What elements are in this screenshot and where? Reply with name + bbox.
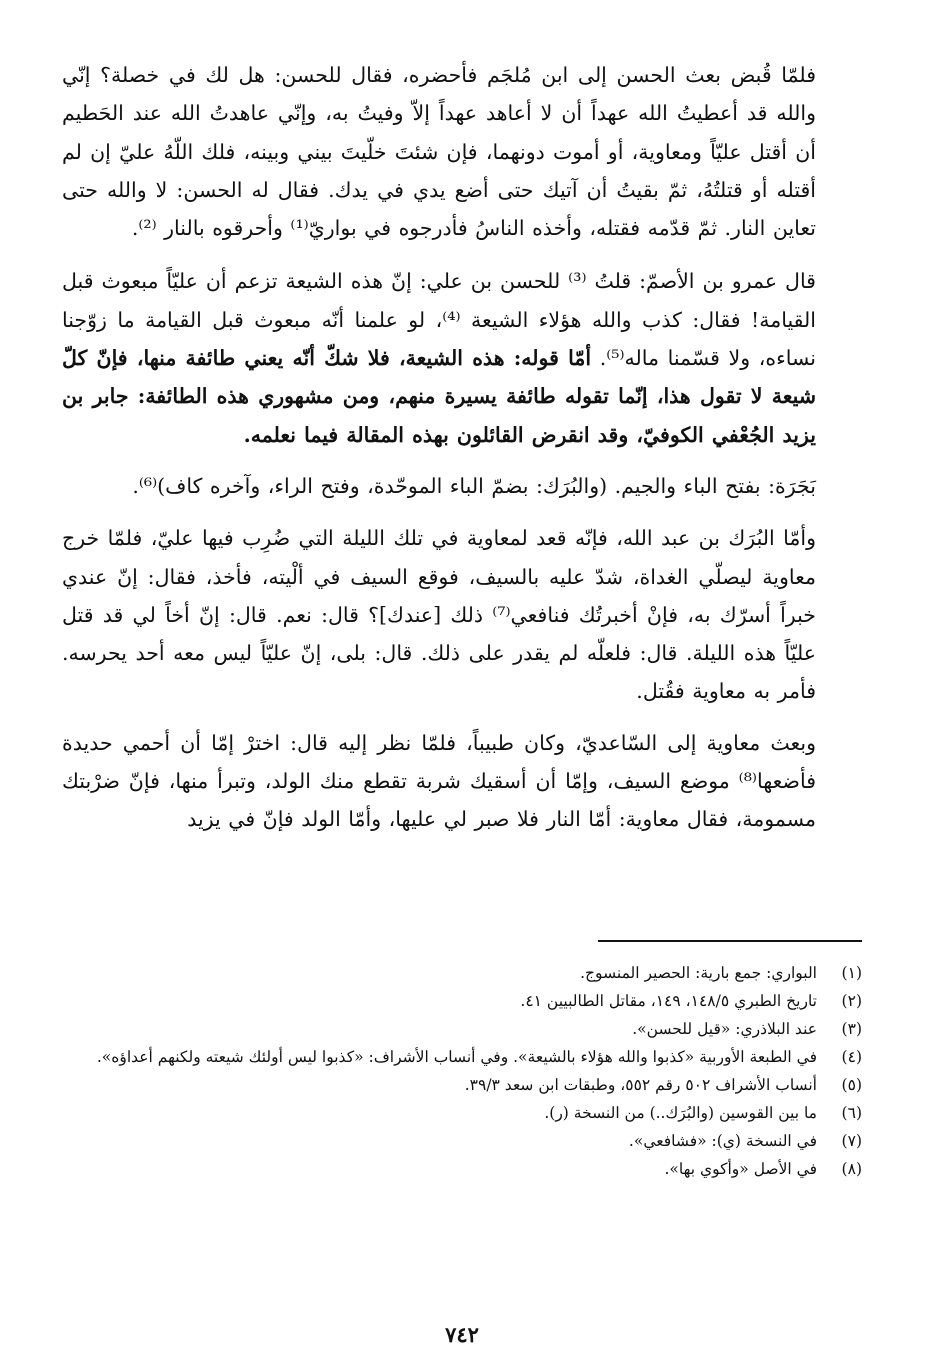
footnote-number: (٨) (841, 1160, 862, 1178)
footnote-text: في الطبعة الأوربية «كذبوا والله هؤلاء بالشيعة». وفي أنساب الأشراف: «كذبوا ليس أولئك شيعته ولكنهم أعداؤه». (96, 1048, 817, 1066)
page-number: ٧٤٢ (445, 1322, 479, 1347)
footnote-text: أنساب الأشراف ٥٠٢ رقم ٥٥٢، وطبقات ابن سعد ٣٩/٣. (464, 1076, 817, 1094)
footnote-number: (٤) (841, 1048, 862, 1066)
commentary-text: أمّا قوله: هذه الشيعة، فلا شكّ أنّه يعني طائفة منها، فإنّ كلّ شيعة لا تقول هذا، إنّما تقوله طائفة يسيرة منهم، ومن مشهوري هذه الطائفة: جابر بن يزيد الجُعْفي الكوفيّ، وقد انقرض القائلون بهذه المقالة فيما نعلمه. (62, 346, 816, 447)
footnote-text: عند البلاذري: «قيل للحسن». (632, 1020, 817, 1038)
footnote-item (62, 1071, 862, 1099)
footnote-number: (١) (841, 964, 862, 982)
paragraph-1: فلمّا قُبض بعث الحسن إلى ابن مُلجَم فأحضره، فقال للحسن: هل لك في خصلة؟ إنّي والله قد أعطيتُ الله عهداً أن لا أعاهد عهداً إلاّ وفيتُ به، وإنّي عاهدتُ الله عند الحَطيم أن أقتل عليّاً ومعاوية، أو أموت دونهما، فإن شئتَ خلّيتَ بيني وبينه، فلك اللّهُ عليّ إن لم أقتله أو قتلتُهُ، ثمّ بقيتُ أن آتيك حتى أضع يدي في يدك. فقال له الحسن: لا والله حتى تعاين النار. ثمّ قدّمه فقتله، وأخذه الناسُ فأدرجوه في بواريّ⁽¹⁾ وأحرقوه بالنار ⁽²⁾. (62, 63, 816, 241)
footnote-item (62, 1099, 862, 1127)
footnote-number: (٧) (841, 1132, 862, 1150)
footnote-item (62, 1015, 862, 1043)
book-page (62, 56, 862, 1356)
footnote-item (62, 987, 862, 1015)
paragraph-3: بَجَرَة: بفتح الباء والجيم. (والبُرَك: بضمّ الباء الموحّدة، وفتح الراء، وآخره كاف)⁽⁶⁾. (132, 473, 816, 498)
footnote-item (62, 1127, 862, 1155)
footnote-text: البواري: جمع بارية: الحصير المنسوج. (580, 964, 817, 982)
paragraph-2 (62, 262, 862, 453)
footnote-text: في النسخة (ي): «فشافعي». (628, 1132, 817, 1150)
paragraph-4: وأمّا البُرَك بن عبد الله، فإنّه قعد لمعاوية في تلك الليلة التي ضُرِب فيها عليّ، فلمّا خرج معاوية ليصلّي الغداة، شدّ عليه بالسيف، فوقع السيف في ألْيته، فأخذ، فقال: إنّ عندي خبراً أسرّك به، فإنْ أخبرتُك فنافعي⁽⁷⁾ ذلك [عندك]؟ قال: نعم. قال: إنّ أخاً لي قد قتل عليّاً هذه الليلة. قال: فلعلّه لم يقدر على ذلك. قال: بلى، إنّ عليّاً ليس معه أحد يحرسه. فأمر به معاوية فقُتل. (62, 526, 816, 704)
footnote-item (62, 1155, 862, 1183)
footnote-number: (٦) (841, 1104, 862, 1122)
footnotes (62, 959, 862, 1183)
footnote-text: تاريخ الطبري ١٤٨/٥، ١٤٩، مقاتل الطالبيين ٤١. (520, 992, 817, 1010)
footnote-number: (٥) (841, 1076, 862, 1094)
footnote-number: (٣) (841, 1020, 862, 1038)
footnote-separator (598, 940, 862, 942)
paragraph-5: وبعث معاوية إلى السّاعديّ، وكان طبيباً، فلمّا نظر إليه قال: اخترْ إمّا أن أحمي حديدة فأضعها⁽⁸⁾ موضع السيف، وإمّا أن أسقيك شربة تقطع منك الولد، وتبرأ منها، فإنّ ضرْبتك مسمومة، فقال معاوية: أمّا النار فلا صبر لي عليها، وأمّا الولد فإنّ في يزيد (62, 730, 816, 832)
footnote-number: (٢) (841, 992, 862, 1010)
footnote-text: ما بين القوسين (والبُرَك..) من النسخة (ر). (544, 1104, 817, 1122)
footnote-text: في الأصل «وأكوي بها». (664, 1160, 817, 1178)
footnote-item (62, 959, 862, 987)
paragraph-2-text: قال عمرو بن الأصمّ: قلتُ ⁽³⁾ للحسن بن علي: إنّ هذه الشيعة تزعم أن عليّاً مبعوث قبل القيامة! فقال: كذب والله هؤلاء الشيعة ⁽⁴⁾، لو علمنا أنّه مبعوث قبل القيامة ما زوّجنا نساءه، ولا قسّمنا ماله⁽⁵⁾. (62, 269, 816, 371)
main-text (62, 56, 862, 839)
footnote-item (62, 1043, 862, 1071)
